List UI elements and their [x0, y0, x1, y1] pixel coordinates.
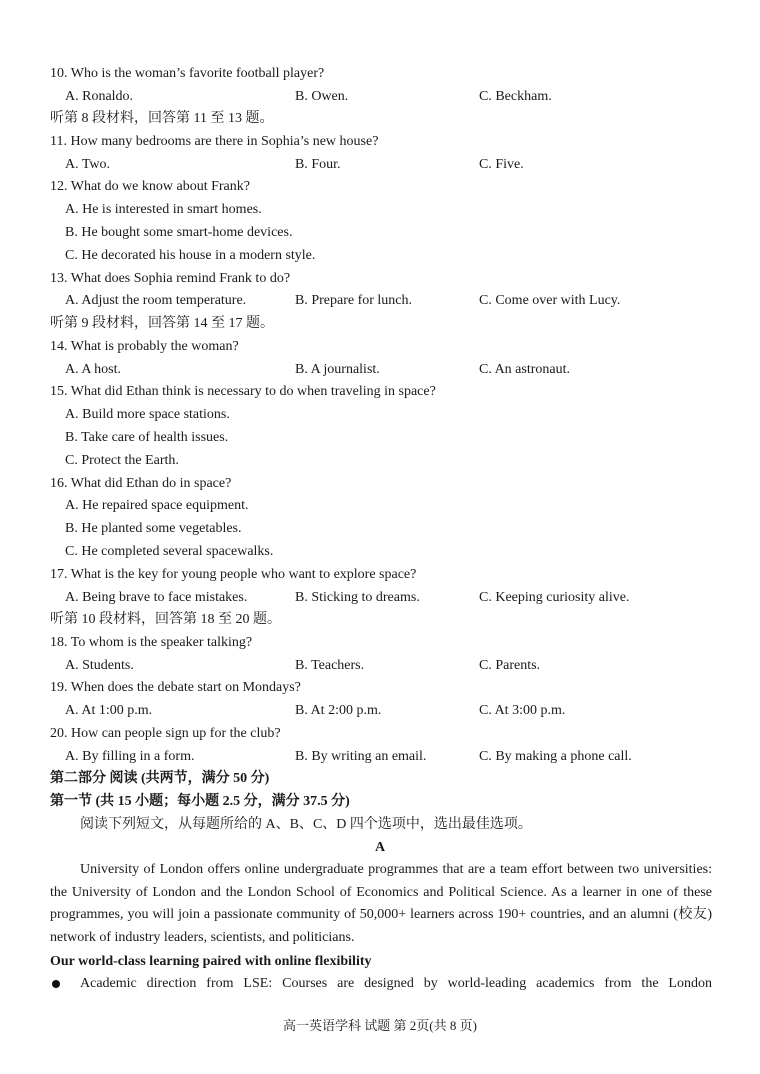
question-15-option-a: A. Build more space stations.	[65, 407, 230, 422]
question-17-option-a: A. Being brave to face mistakes.	[65, 590, 248, 605]
question-10-option-a: A. Ronaldo.	[65, 89, 134, 104]
question-11-option-c: C. Five.	[479, 157, 524, 172]
question-20-option-b: B. By writing an email.	[295, 749, 427, 764]
question-12-stem: 12. What do we know about Frank?	[50, 179, 250, 194]
part-2-title: 第二部分 阅读 (共两节，满分 50 分)	[50, 771, 270, 786]
question-15-option-b: B. Take care of health issues.	[65, 430, 229, 445]
question-13-stem: 13. What does Sophia remind Frank to do?	[50, 271, 291, 286]
passage-label: A	[374, 840, 386, 855]
bullet-icon	[52, 980, 60, 988]
question-17-option-b: B. Sticking to dreams.	[295, 590, 420, 605]
question-17-option-c: C. Keeping curiosity alive.	[479, 590, 630, 605]
section-1-title: 第一节 (共 15 小题；每小题 2.5 分，满分 37.5 分)	[50, 794, 350, 809]
question-16-option-a: A. He repaired space equipment.	[65, 498, 249, 513]
question-18-option-b: B. Teachers.	[295, 658, 365, 673]
question-19-option-a: A. At 1:00 p.m.	[65, 703, 153, 718]
question-14-option-c: C. An astronaut.	[479, 362, 570, 377]
question-20-option-c: C. By making a phone call.	[479, 749, 632, 764]
question-20-stem: 20. How can people sign up for the club?	[50, 726, 281, 741]
section-10-instruction: 听第 10 段材料，回答第 18 至 20 题。	[50, 612, 281, 627]
bullet-item-1: Academic direction from LSE: Courses are designed by world-leading academics from the London	[80, 976, 712, 991]
question-14-stem: 14. What is probably the woman?	[50, 339, 239, 354]
question-14-option-b: B. A journalist.	[295, 362, 380, 377]
question-18-option-c: C. Parents.	[479, 658, 541, 673]
question-16-option-b: B. He planted some vegetables.	[65, 521, 242, 536]
question-11-option-a: A. Two.	[65, 157, 111, 172]
question-17-stem: 17. What is the key for young people who want to explore space?	[50, 567, 417, 582]
passage-paragraph: University of London offers online undergraduate programmes that are a team effort between two universities: the University of London and the London School of Economics and Political Science. As a learner in one of these programmes, you will join a passionate community of 50,000+ learners across 190+ countries, and an alumni (校友) network of industry leaders, scientists, and politicians.	[50, 862, 712, 946]
section-8-instruction: 听第 8 段材料，回答第 11 至 13 题。	[50, 111, 274, 126]
question-15-option-c: C. Protect the Earth.	[65, 453, 179, 468]
question-13-option-c: C. Come over with Lucy.	[479, 293, 621, 308]
question-12-option-b: B. He bought some smart-home devices.	[65, 225, 293, 240]
question-18-stem: 18. To whom is the speaker talking?	[50, 635, 253, 650]
question-13-option-b: B. Prepare for lunch.	[295, 293, 413, 308]
question-10-stem: 10. Who is the woman’s favorite football player?	[50, 66, 325, 81]
section-9-instruction: 听第 9 段材料，回答第 14 至 17 题。	[50, 316, 274, 331]
question-12-option-a: A. He is interested in smart homes.	[65, 202, 262, 217]
question-11-option-b: B. Four.	[295, 157, 341, 172]
passage-subheading: Our world-class learning paired with online flexibility	[50, 954, 372, 969]
question-16-stem: 16. What did Ethan do in space?	[50, 476, 232, 491]
question-19-option-b: B. At 2:00 p.m.	[295, 703, 382, 718]
question-19-option-c: C. At 3:00 p.m.	[479, 703, 566, 718]
question-11-stem: 11. How many bedrooms are there in Sophia’s new house?	[50, 134, 379, 149]
question-19-stem: 19. When does the debate start on Mondays?	[50, 680, 301, 695]
question-15-stem: 15. What did Ethan think is necessary to do when traveling in space?	[50, 384, 436, 399]
question-12-option-c: C. He decorated his house in a modern style.	[65, 248, 316, 263]
reading-instruction: 阅读下列短文，从每题所给的 A、B、C、D 四个选项中，选出最佳选项。	[80, 817, 532, 832]
question-20-option-a: A. By filling in a form.	[65, 749, 195, 764]
page-footer: 高一英语学科 试题 第 2页(共 8 页)	[283, 1018, 477, 1033]
question-16-option-c: C. He completed several spacewalks.	[65, 544, 274, 559]
question-10-option-c: C. Beckham.	[479, 89, 552, 104]
question-10-option-b: B. Owen.	[295, 89, 349, 104]
question-14-option-a: A. A host.	[65, 362, 122, 377]
question-18-option-a: A. Students.	[65, 658, 134, 673]
question-13-option-a: A. Adjust the room temperature.	[65, 293, 247, 308]
